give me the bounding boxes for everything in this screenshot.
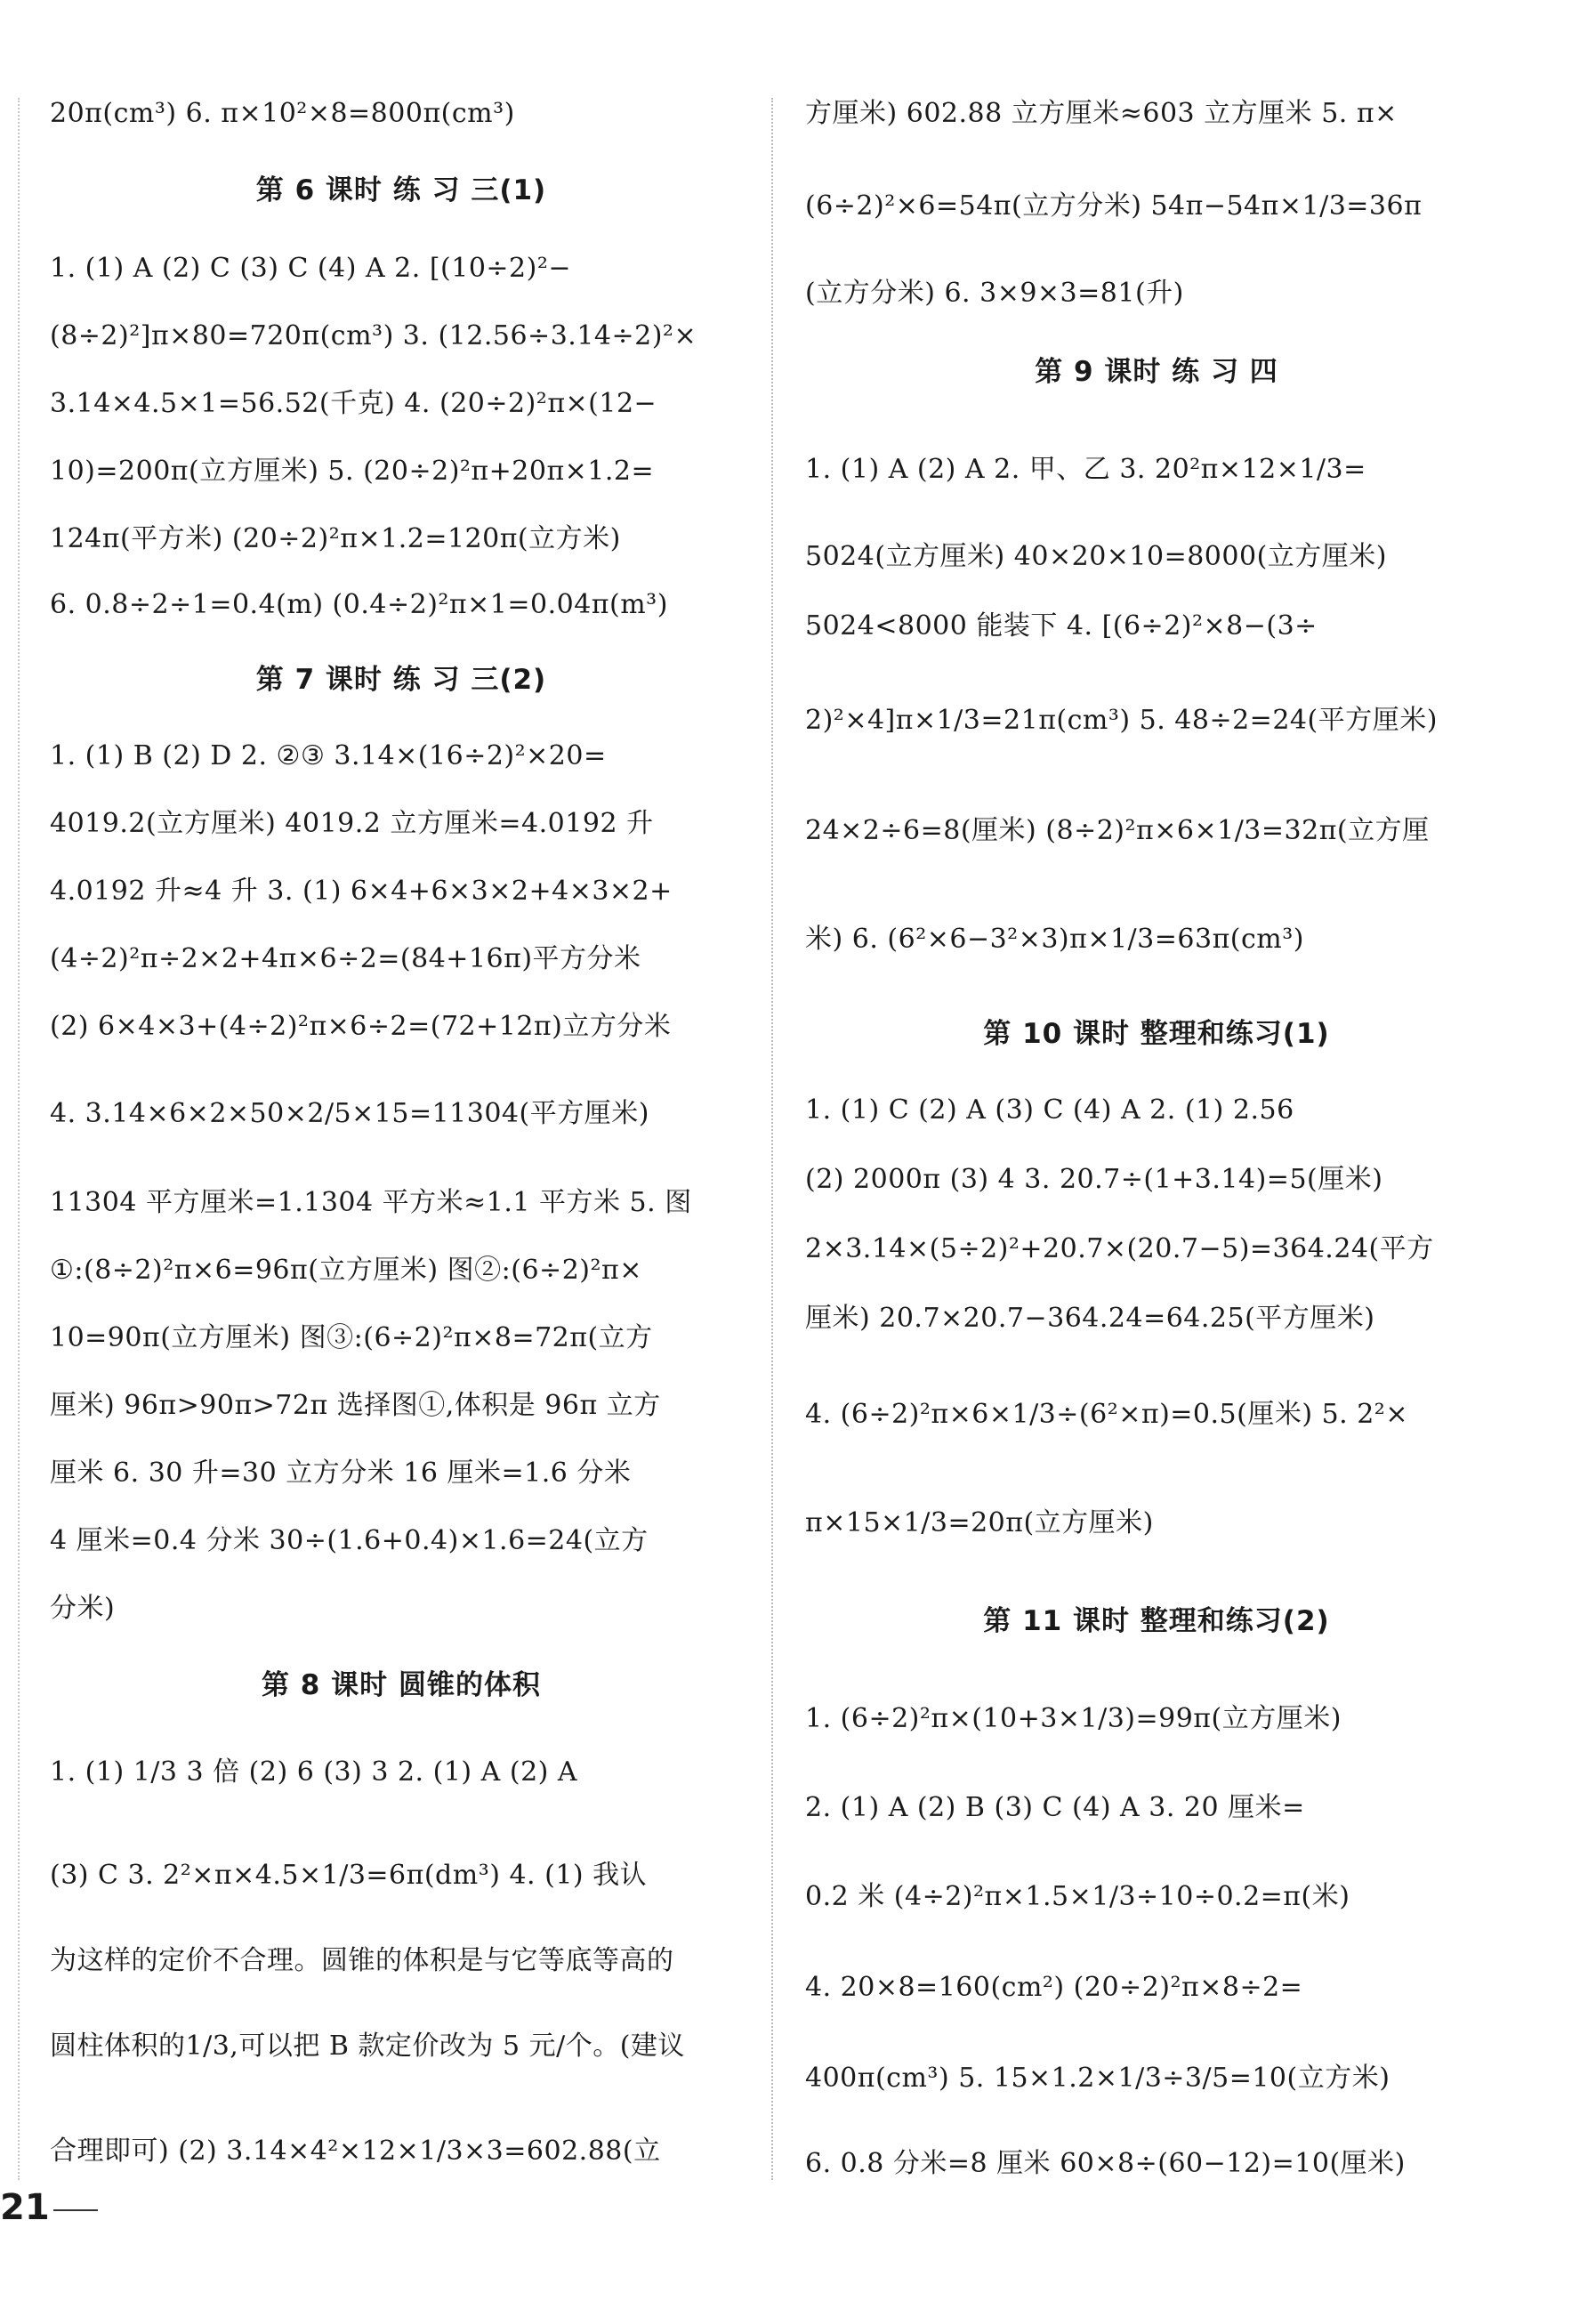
text-line: 1. (1) C (2) A (3) C (4) A 2. (1) 2.56 [805, 1094, 1294, 1126]
text-line: 圆柱体积的1/3,可以把 B 款定价改为 5 元/个。(建议 [50, 2031, 685, 2062]
text-line: 合理即可) (2) 3.14×4²×12×1/3×3=602.88(立 [50, 2135, 661, 2167]
text-line: 4. 3.14×6×2×50×2/5×15=11304(平方厘米) [50, 1098, 649, 1129]
text-line: 24×2÷6=8(厘米) (8÷2)²π×6×1/3=32π(立方厘 [805, 815, 1430, 846]
text-line: 3.14×4.5×1=56.52(千克) 4. (20÷2)²π×(12− [50, 388, 657, 419]
section-heading-lesson-8: 第 8 课时 圆锥的体积 [262, 1669, 541, 1701]
text-line: 0.2 米 (4÷2)²π×1.5×1/3÷10÷0.2=π(米) [805, 1881, 1350, 1912]
margin-divider [18, 98, 20, 2180]
text-line: 厘米) 20.7×20.7−364.24=64.25(平方厘米) [805, 1303, 1375, 1334]
text-line: (2) 6×4×3+(4÷2)²π×6÷2=(72+12π)立方分米 [50, 1011, 672, 1042]
text-line: 6. 0.8 分米=8 厘米 60×8÷(60−12)=10(厘米) [805, 2148, 1406, 2179]
text-line: 方厘米) 602.88 立方厘米≈603 立方厘米 5. π× [805, 98, 1398, 129]
text-line: (6÷2)²×6=54π(立方分米) 54π−54π×1/3=36π [805, 190, 1423, 222]
section-heading-lesson-10: 第 10 课时 整理和练习(1) [983, 1018, 1330, 1050]
text-line: 6. 0.8÷2÷1=0.4(m) (0.4÷2)²π×1=0.04π(m³) [50, 589, 668, 620]
text-line: 2×3.14×(5÷2)²+20.7×(20.7−5)=364.24(平方 [805, 1233, 1434, 1264]
text-line: (2) 2000π (3) 4 3. 20.7÷(1+3.14)=5(厘米) [805, 1164, 1383, 1195]
text-line: 20π(cm³) 6. π×10²×8=800π(cm³) [50, 98, 515, 129]
text-line: 124π(平方米) (20÷2)²π×1.2=120π(立方米) [50, 523, 621, 554]
text-line: 11304 平方厘米=1.1304 平方米≈1.1 平方米 5. 图 [50, 1187, 692, 1218]
text-line: (3) C 3. 2²×π×4.5×1/3=6π(dm³) 4. (1) 我认 [50, 1860, 648, 1891]
text-line: 4. 20×8=160(cm²) (20÷2)²π×8÷2= [805, 1972, 1303, 2003]
text-line: 5024<8000 能装下 4. [(6÷2)²×8−(3÷ [805, 610, 1318, 642]
text-line: 为这样的定价不合理。圆锥的体积是与它等底等高的 [50, 1945, 674, 1976]
text-line: 1. (1) A (2) C (3) C (4) A 2. [(10÷2)²− [50, 253, 571, 284]
page-number: 21 [0, 2187, 50, 2228]
text-line: 4019.2(立方厘米) 4019.2 立方厘米=4.0192 升 [50, 808, 654, 839]
text-line: 10=90π(立方厘米) 图③:(6÷2)²π×8=72π(立方 [50, 1322, 653, 1353]
text-line: 10)=200π(立方厘米) 5. (20÷2)²π+20π×1.2= [50, 456, 655, 487]
text-line: (8÷2)²]π×80=720π(cm³) 3. (12.56÷3.14÷2)²× [50, 320, 697, 351]
text-line: π×15×1/3=20π(立方厘米) [805, 1507, 1154, 1538]
page-number-dash [53, 2209, 98, 2211]
column-divider [771, 98, 773, 2180]
text-line: 5024(立方厘米) 40×20×10=8000(立方厘米) [805, 541, 1387, 572]
text-line: 1. (1) B (2) D 2. ②③ 3.14×(16÷2)²×20= [50, 740, 607, 771]
text-line: 1. (1) A (2) A 2. 甲、乙 3. 20²π×12×1/3= [805, 454, 1366, 485]
text-line: 1. (1) 1/3 3 倍 (2) 6 (3) 3 2. (1) A (2) A [50, 1756, 578, 1788]
text-line: 厘米) 96π>90π>72π 选择图①,体积是 96π 立方 [50, 1390, 661, 1421]
text-line: 400π(cm³) 5. 15×1.2×1/3÷3/5=10(立方米) [805, 2063, 1390, 2094]
text-line: 分米) [50, 1593, 116, 1624]
section-heading-lesson-9: 第 9 课时 练 习 四 [1035, 356, 1278, 388]
text-line: ①:(8÷2)²π×6=96π(立方厘米) 图②:(6÷2)²π× [50, 1255, 642, 1286]
section-heading-lesson-7: 第 7 课时 练 习 三(2) [255, 664, 547, 696]
text-line: 米) 6. (6²×6−3²×3)π×1/3=63π(cm³) [805, 924, 1304, 955]
section-heading-lesson-6: 第 6 课时 练 习 三(1) [255, 174, 547, 206]
text-line: 2. (1) A (2) B (3) C (4) A 3. 20 厘米= [805, 1792, 1305, 1823]
text-line: (4÷2)²π÷2×2+4π×6÷2=(84+16π)平方分米 [50, 943, 641, 974]
text-line: (立方分米) 6. 3×9×3=81(升) [805, 278, 1184, 309]
section-heading-lesson-11: 第 11 课时 整理和练习(2) [983, 1605, 1330, 1637]
text-line: 1. (6÷2)²π×(10+3×1/3)=99π(立方厘米) [805, 1703, 1342, 1734]
text-line: 2)²×4]π×1/3=21π(cm³) 5. 48÷2=24(平方厘米) [805, 705, 1438, 736]
text-line: 4. (6÷2)²π×6×1/3÷(6²×π)=0.5(厘米) 5. 2²× [805, 1399, 1408, 1430]
text-line: 厘米 6. 30 升=30 立方分米 16 厘米=1.6 分米 [50, 1457, 632, 1489]
text-line: 4 厘米=0.4 分米 30÷(1.6+0.4)×1.6=24(立方 [50, 1525, 649, 1556]
text-line: 4.0192 升≈4 升 3. (1) 6×4+6×3×2+4×3×2+ [50, 876, 673, 907]
